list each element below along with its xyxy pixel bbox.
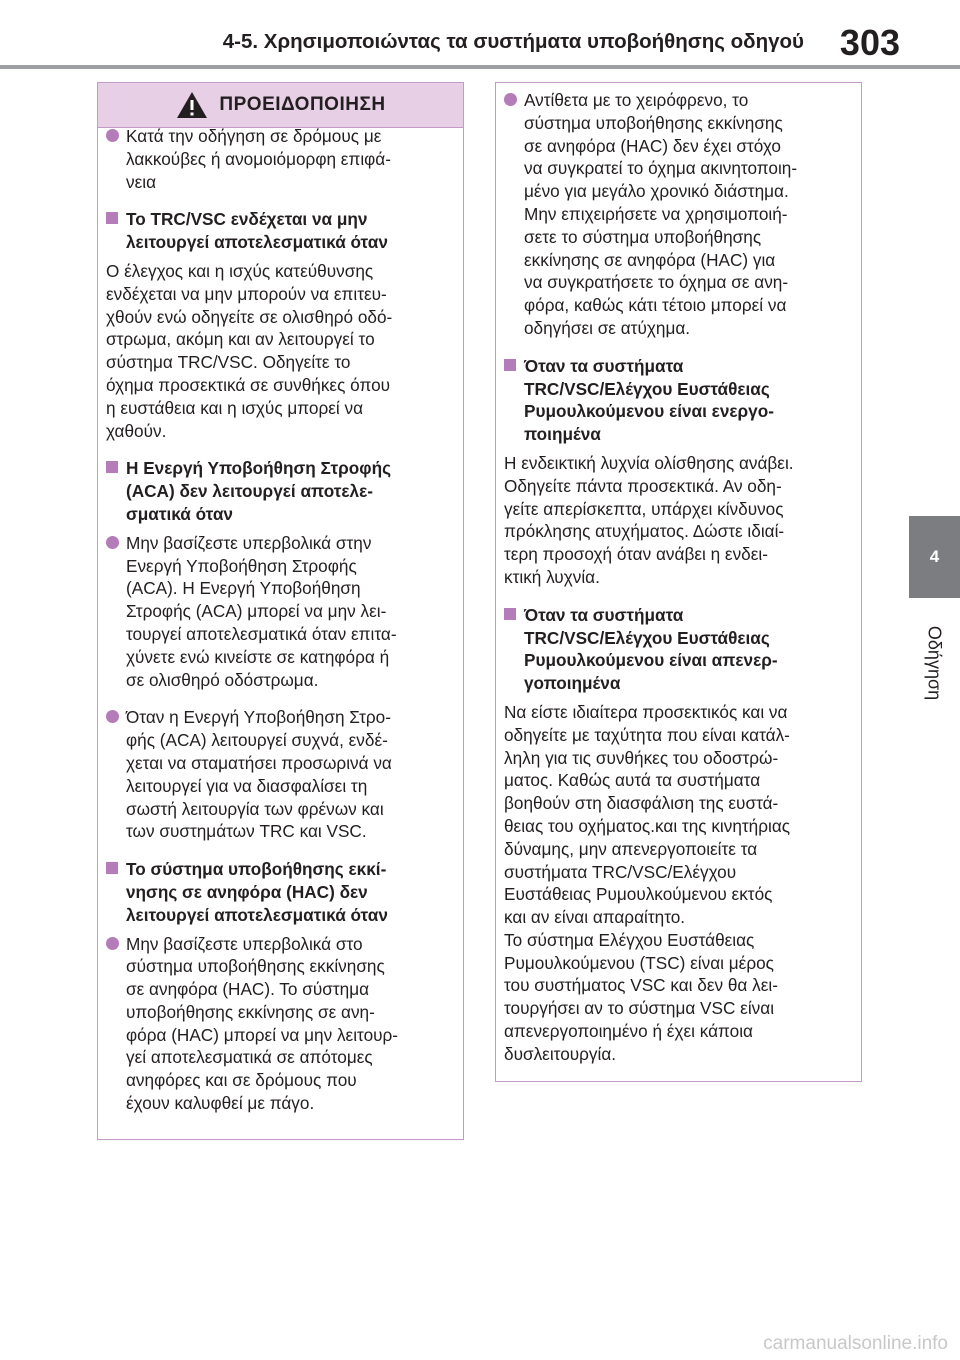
- text: Μην βασίζεστε υπερβολικά στο σύστημα υποβοήθησης εκκίνησης σε ανηφόρα (HAC). Το σύστημα υποβοήθησης εκκίνησης σε ανη- φόρα (HAC) μπορεί να μην λειτουρ- γεί αποτελεσματικά σε απότομες ανηφόρες και σε δρόμους που έχουν καλυφθεί με πάγο.: [126, 933, 399, 1114]
- text: Το TRC/VSC ενδέχεται να μην λειτουργεί αποτελεσματικά όταν: [126, 209, 388, 253]
- text: Όταν η Ενεργή Υποβοήθηση Στρο- φής (ACA) λειτουργεί συχνά, ενδέ- χεται να σταματήσει προσωρινά να λειτουργεί για να διασφαλίσει τη σωστή λειτουργία των φρένων και των συστημάτων TRC και VSC.: [126, 707, 392, 842]
- chapter-label-text: Οδήγηση: [924, 625, 945, 701]
- text: Η Ενεργή Υποβοήθηση Στροφής (ACA) δεν λειτουργεί αποτελε- σματικά όταν: [126, 458, 392, 524]
- round-bullet-icon: [504, 93, 517, 106]
- bullet-item: [106, 706, 455, 843]
- warning-title: ΠΡΟΕΙΔΟΠΟΙΗΣΗ: [219, 94, 386, 115]
- text: Να είστε ιδιαίτερα προσεκτικός και να οδηγείτε με ταχύτητα που είναι κατάλ- ληλη για τις συνθήκες του οδοστρώ- ματος. Καθώς αυτά τα συστήματα βοηθούν στη διασφάλιση της ευστά- θειας του οχήματος.και της κινητήριας δύναμης, μην απενεργοποιείτε τα συστήματα TRC/VSC/Ελέγχου Ευστάθειας Ρυμουλκούμενου εκτός και αν είναι απαραίτητο. Το σύστημα Ελέγχου Ευστάθειας Ρυμουλκούμενου (TSC) είναι μέρος του συστήματος VSC και δεν θα λει- τουργήσει αν το σύστημα VSC είναι απενεργοποιημένο ή έχει κάποια δυσλειτουργία.: [504, 701, 791, 1064]
- section-heading: [106, 858, 455, 926]
- text: Η ενδεικτική λυχνία ολίσθησης ανάβει. Οδηγείτε πάντα προσεκτικά. Αν οδη- γείτε απερίσκεπτα, υπάρχει κίνδυνος πρόκλησης ατυχήματος. Δώστε ιδιαί- τερη προσοχή όταν ανάβει η ενδει- κτική λυχνία.: [504, 452, 794, 587]
- text: Ο έλεγχος και η ισχύς κατεύθυνσης ενδέχεται να μην μπορούν να επιτευ- χθούν ενώ οδηγείτε σε ολισθηρό οδό- στρωμα, ακόμη και αν λειτουργεί το σύστημα TRC/VSC. Οδηγείτε το όχημα προσεκτικά σε συνθήκες όπου η ευστάθεια και η ισχύς μπορεί να χαθούν.: [106, 260, 393, 441]
- warning-triangle-icon: [175, 90, 209, 120]
- page-number: 303: [839, 22, 900, 63]
- text: Όταν τα συστήματα TRC/VSC/Ελέγχου Ευστάθειας Ρυμουλκούμενου είναι ενεργο- ποιημένα: [524, 355, 774, 445]
- left-column-content: [106, 125, 455, 1130]
- square-bullet-icon: [504, 608, 516, 620]
- paragraph: [504, 701, 853, 1066]
- bullet-item: [106, 933, 455, 1115]
- footer-watermark: carmanualsonline.info: [763, 1333, 948, 1354]
- paragraph: [504, 452, 853, 589]
- section-heading: [106, 208, 455, 254]
- round-bullet-icon: [106, 937, 119, 950]
- round-bullet-icon: [106, 129, 119, 142]
- round-bullet-icon: [106, 536, 119, 549]
- text: Το σύστημα υποβοήθησης εκκί- νησης σε ανηφόρα (HAC) δεν λειτουργεί αποτελεσματικά όταν: [126, 859, 388, 925]
- header-title: 4-5. Χρησιμοποιώντας τα συστήματα υποβοήθησης οδηγού: [222, 30, 804, 53]
- text: Κατά την οδήγηση σε δρόμους με λακκούβες ή ανομοιόμορφη επιφά- νεια: [126, 126, 391, 192]
- section-heading: [504, 355, 853, 446]
- round-bullet-icon: [106, 710, 119, 723]
- square-bullet-icon: [106, 212, 118, 224]
- square-bullet-icon: [106, 461, 118, 473]
- header-rule: [0, 65, 960, 69]
- chapter-tab[interactable]: 4: [909, 516, 960, 598]
- bullet-item: [106, 125, 455, 193]
- square-bullet-icon: [106, 862, 118, 874]
- chapter-label: [922, 608, 946, 718]
- text: Μην βασίζεστε υπερβολικά στην Ενεργή Υποβοήθηση Στροφής (ACA). Η Ενεργή Υποβοήθηση Στροφής (ACA) μπορεί να μην λει- τουργεί αποτελεσματικά όταν επιτα- χύνετε ενώ κινείστε σε κατηφόρα ή σε ολισθηρό οδόστρωμα.: [126, 532, 397, 690]
- paragraph: [106, 260, 455, 442]
- square-bullet-icon: [504, 359, 516, 371]
- warning-header: [98, 83, 463, 128]
- right-column-content: [504, 89, 853, 1081]
- bullet-item: [106, 532, 455, 692]
- warning-panel-right: [495, 82, 862, 1082]
- bullet-item: [504, 89, 853, 340]
- text: Όταν τα συστήματα TRC/VSC/Ελέγχου Ευστάθειας Ρυμουλκούμενου είναι απενερ- γοποιημένα: [524, 604, 778, 694]
- text: Αντίθετα με το χειρόφρενο, το σύστημα υποβοήθησης εκκίνησης σε ανηφόρα (HAC) δεν έχει στόχο να συγκρατεί το όχημα ακινητοποιη- μένο για μεγάλο χρονικό διάστημα. Μην επιχειρήσετε να χρησιμοποιή- σετε το σύστημα υποβοήθησης εκκίνησης σε ανηφόρα (HAC) για να συγκρατήσετε το όχημα σε ανη- φόρα, καθώς κάτι τέτοιο μπορεί να οδηγήσει σε ατύχημα.: [524, 90, 798, 338]
- section-heading: [106, 457, 455, 525]
- warning-panel-left: [97, 82, 464, 1140]
- section-heading: [504, 604, 853, 695]
